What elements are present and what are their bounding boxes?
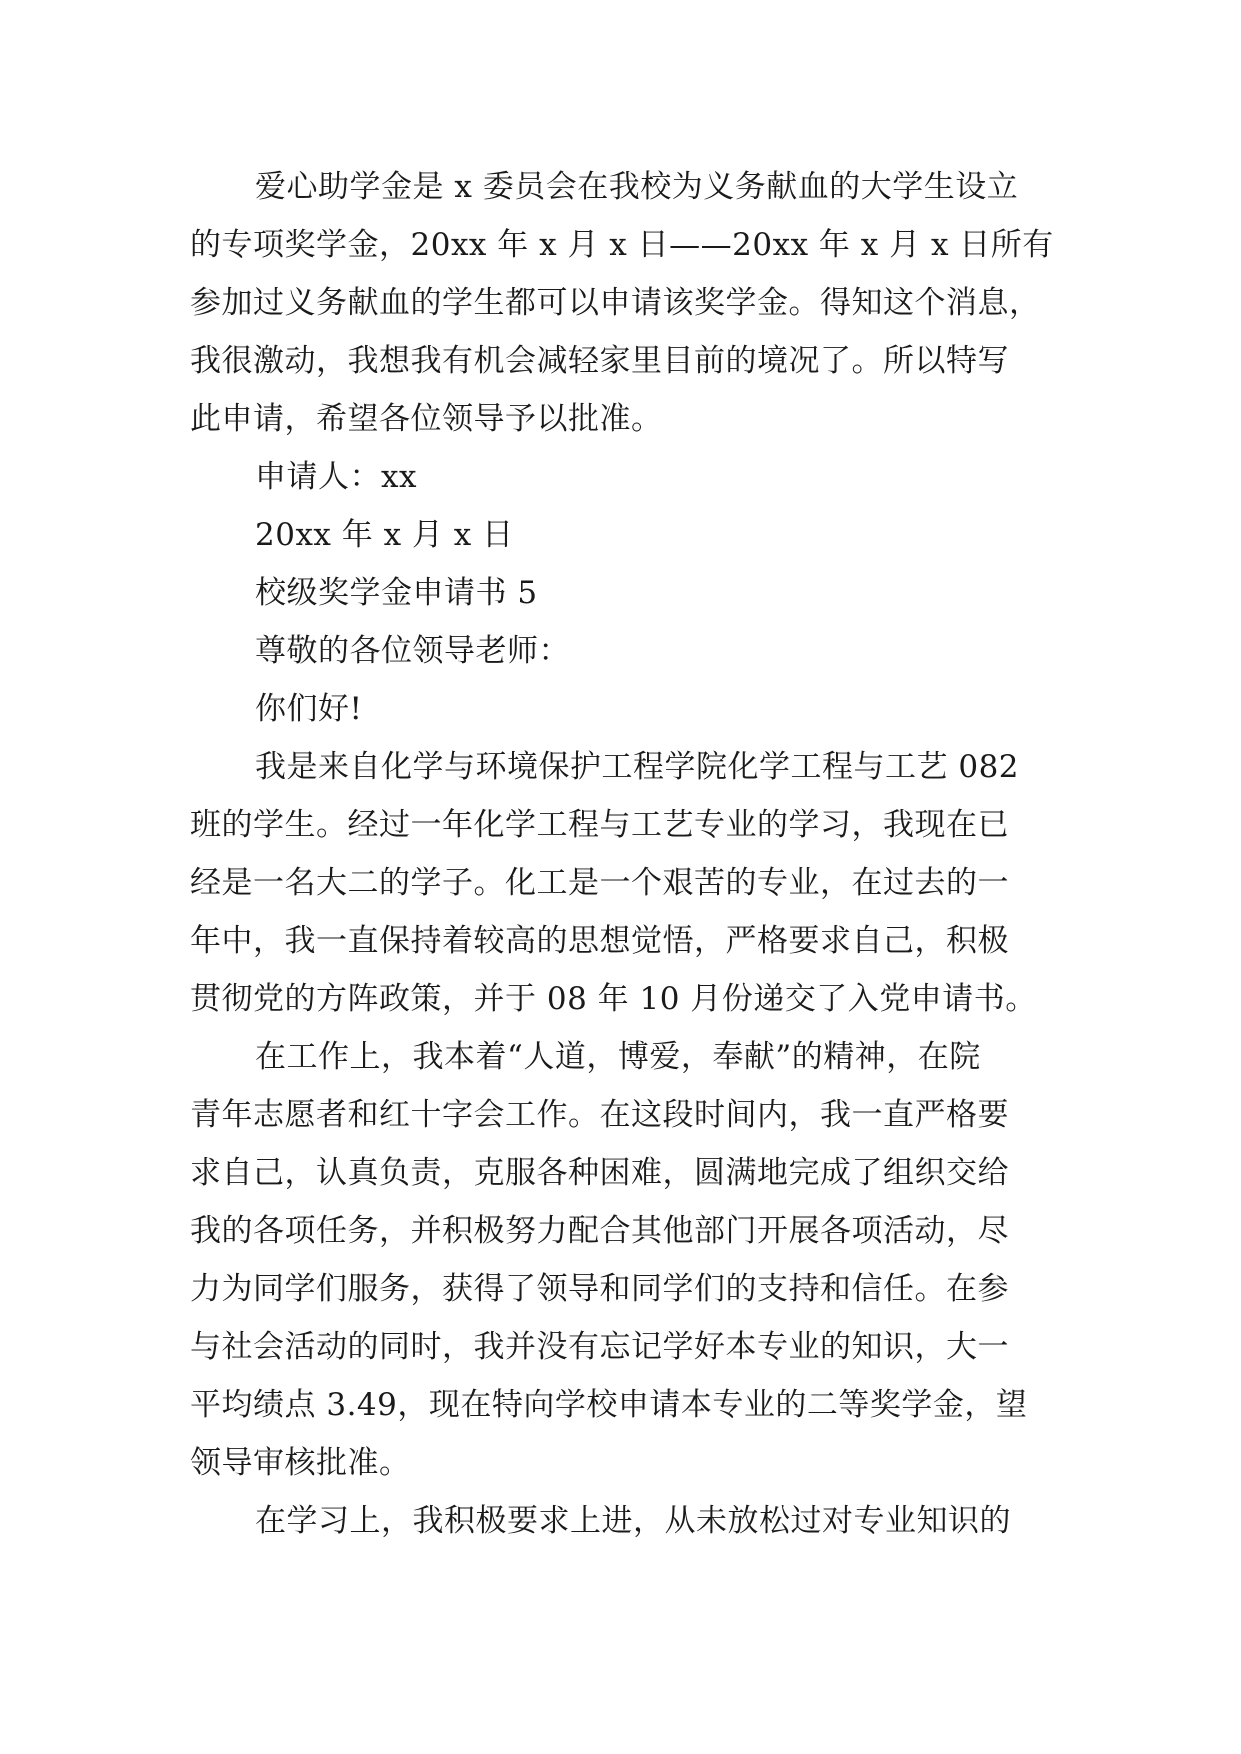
text-line: 贯彻党的方阵政策，并于 08 年 10 月份递交了入党申请书。 — [190, 981, 1037, 1017]
text-line: 青年志愿者和红十字会工作。在这段时间内，我一直严格要 — [190, 1097, 1009, 1133]
text-line: 此申请，希望各位领导予以批准。 — [190, 401, 663, 437]
text-line: 经是一名大二的学子。化工是一个艰苦的专业，在过去的一 — [190, 865, 1009, 901]
section-title: 校级奖学金申请书 5 — [255, 575, 538, 611]
text-line: 与社会活动的同时，我并没有忘记学好本专业的知识，大一 — [190, 1329, 1009, 1365]
text-line: 领导审核批准。 — [190, 1445, 411, 1481]
text-line: 参加过义务献血的学生都可以申请该奖学金。得知这个消息， — [190, 285, 1041, 321]
text-line: 我是来自化学与环境保护工程学院化学工程与工艺 082 — [255, 749, 1020, 785]
salutation: 尊敬的各位领导老师： — [255, 633, 570, 669]
text-line: 年中，我一直保持着较高的思想觉悟，严格要求自己，积极 — [190, 923, 1009, 959]
text-line: 班的学生。经过一年化学工程与工艺专业的学习，我现在已 — [190, 807, 1009, 843]
text-line: 爱心助学金是 x 委员会在我校为义务献血的大学生设立 — [255, 169, 1019, 205]
date-line: 20xx 年 x 月 x 日 — [255, 517, 514, 553]
text-line: 平均绩点 3.49，现在特向学校申请本专业的二等奖学金，望 — [190, 1387, 1028, 1423]
applicant-line: 申请人：xx — [255, 459, 417, 495]
text-line: 在工作上，我本着“人道，博爱，奉献”的精神，在院 — [255, 1039, 981, 1075]
text-line: 我很激动，我想我有机会减轻家里目前的境况了。所以特写 — [190, 343, 1009, 379]
text-line: 我的各项任务，并积极努力配合其他部门开展各项活动，尽 — [190, 1213, 1009, 1249]
text-line: 在学习上，我积极要求上进，从未放松过对专业知识的 — [255, 1503, 1011, 1539]
greeting: 你们好! — [255, 691, 363, 727]
text-line: 求自己，认真负责，克服各种困难，圆满地完成了组织交给 — [190, 1155, 1009, 1191]
text-line: 力为同学们服务，获得了领导和同学们的支持和信任。在参 — [190, 1271, 1009, 1307]
text-line: 的专项奖学金，20xx 年 x 月 x 日——20xx 年 x 月 x 日所有 — [190, 227, 1054, 263]
